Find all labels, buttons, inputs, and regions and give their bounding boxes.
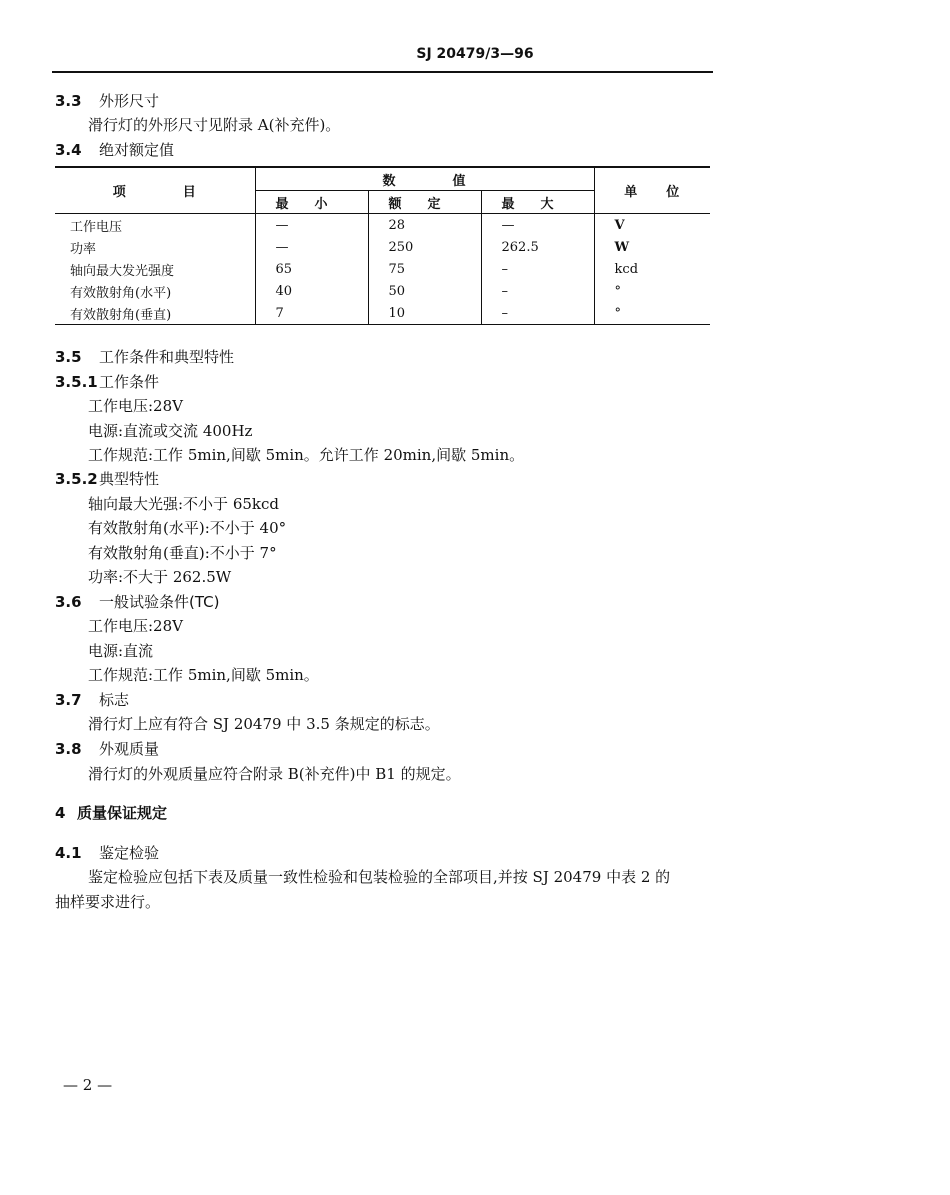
- section-3-5-2-heading: [55, 468, 159, 489]
- row-item: 工作电压: [70, 219, 123, 235]
- row-min: 7: [255, 302, 368, 325]
- section-4-1-text-line1: 鉴定检验应包括下表及质量一致性检验和包装检验的全部项目,并按 SJ 20479 中表 2 的: [88, 868, 671, 886]
- row-unit: kcd: [594, 258, 710, 280]
- section-number: 3.6: [55, 593, 82, 611]
- row-min: —: [255, 214, 368, 237]
- row-item: 功率: [70, 241, 97, 257]
- section-title: 质量保证规定: [77, 804, 168, 822]
- section-title: 绝对额定值: [99, 141, 175, 159]
- col-item-header: 项 目: [55, 167, 255, 214]
- characteristic-line: 功率:不大于 262.5W: [88, 568, 232, 586]
- absolute-ratings-table: [55, 166, 710, 325]
- row-min: —: [255, 236, 368, 258]
- test-condition-line: 工作电压:28V: [88, 617, 183, 635]
- row-unit: W: [594, 236, 710, 258]
- row-min: 40: [255, 280, 368, 302]
- section-number: 3.5.2: [55, 470, 98, 488]
- table-row: [55, 258, 710, 280]
- row-item: 有效散射角(水平): [70, 285, 172, 301]
- col-max-header: 最 大: [481, 191, 594, 214]
- row-rated: 10: [368, 302, 481, 325]
- section-title: 标志: [99, 691, 130, 709]
- row-max: 262.5: [481, 236, 594, 258]
- section-3-5-heading: [55, 346, 234, 367]
- working-spec-line: 工作规范:工作 5min,间歇 5min。允许工作 20min,间歇 5min。: [88, 446, 525, 464]
- row-max: —: [481, 214, 594, 237]
- row-unit: V: [594, 214, 710, 237]
- document-code: SJ 20479/3—96: [416, 46, 534, 62]
- section-3-4-heading: [55, 139, 174, 160]
- col-value-header: 数 值: [255, 167, 594, 191]
- section-4-heading: [55, 802, 167, 823]
- header-rule: [52, 71, 713, 73]
- section-number: 3.5.1: [55, 373, 98, 391]
- row-item: 有效散射角(垂直): [55, 302, 255, 325]
- section-3-7-text: 滑行灯上应有符合 SJ 20479 中 3.5 条规定的标志。: [88, 715, 440, 733]
- section-3-3-text: 滑行灯的外形尺寸见附录 A(补充件)。: [88, 116, 341, 134]
- col-rated-header: 额 定: [368, 191, 481, 214]
- section-title: 外观质量: [99, 740, 160, 758]
- table-row: [55, 280, 710, 302]
- page-number: — 2 —: [63, 1076, 113, 1094]
- section-title: 外形尺寸: [99, 92, 160, 110]
- table-row: [55, 302, 710, 325]
- section-3-5-1-heading: [55, 371, 159, 392]
- section-3-8-heading: [55, 738, 159, 759]
- row-rated: 250: [368, 236, 481, 258]
- row-item: 轴向最大发光强度: [70, 263, 175, 279]
- characteristic-line: 有效散射角(水平):不小于 40°: [88, 519, 287, 537]
- section-number: 4: [55, 804, 66, 822]
- section-3-3-heading: [55, 90, 159, 111]
- test-condition-line: 电源:直流: [88, 642, 154, 660]
- section-number: 3.4: [55, 141, 82, 159]
- row-max: –: [481, 302, 594, 325]
- section-number: 3.3: [55, 92, 82, 110]
- section-number: 3.5: [55, 348, 82, 366]
- section-title: 工作条件和典型特性: [99, 348, 235, 366]
- section-title: 鉴定检验: [99, 844, 160, 862]
- section-number: 3.8: [55, 740, 82, 758]
- test-condition-line: 工作规范:工作 5min,间歇 5min。: [88, 666, 319, 684]
- section-title: 一般试验条件(TC): [99, 593, 220, 611]
- col-unit-header: 单 位: [594, 167, 710, 214]
- working-voltage-line: 工作电压:28V: [88, 397, 183, 415]
- power-source-line: 电源:直流或交流 400Hz: [88, 422, 253, 440]
- section-3-8-text: 滑行灯的外观质量应符合附录 B(补充件)中 B1 的规定。: [88, 765, 461, 783]
- section-title: 典型特性: [99, 470, 160, 488]
- characteristic-line: 轴向最大光强:不小于 65kcd: [88, 495, 280, 513]
- characteristic-line: 有效散射角(垂直):不小于 7°: [88, 544, 277, 562]
- section-4-1-text-line2: 抽样要求进行。: [55, 893, 161, 911]
- table-row: [55, 236, 710, 258]
- row-unit: °: [594, 280, 710, 302]
- table-row: [55, 214, 710, 237]
- section-title: 工作条件: [99, 373, 160, 391]
- section-4-1-heading: [55, 842, 159, 863]
- section-number: 4.1: [55, 844, 82, 862]
- section-3-6-heading: [55, 591, 219, 612]
- row-max: –: [481, 258, 594, 280]
- section-3-7-heading: [55, 689, 129, 710]
- section-number: 3.7: [55, 691, 82, 709]
- row-min: 65: [255, 258, 368, 280]
- row-max: –: [481, 280, 594, 302]
- row-rated: 28: [368, 214, 481, 237]
- row-rated: 75: [368, 258, 481, 280]
- row-rated: 50: [368, 280, 481, 302]
- row-unit: °: [594, 302, 710, 325]
- col-min-header: 最 小: [255, 191, 368, 214]
